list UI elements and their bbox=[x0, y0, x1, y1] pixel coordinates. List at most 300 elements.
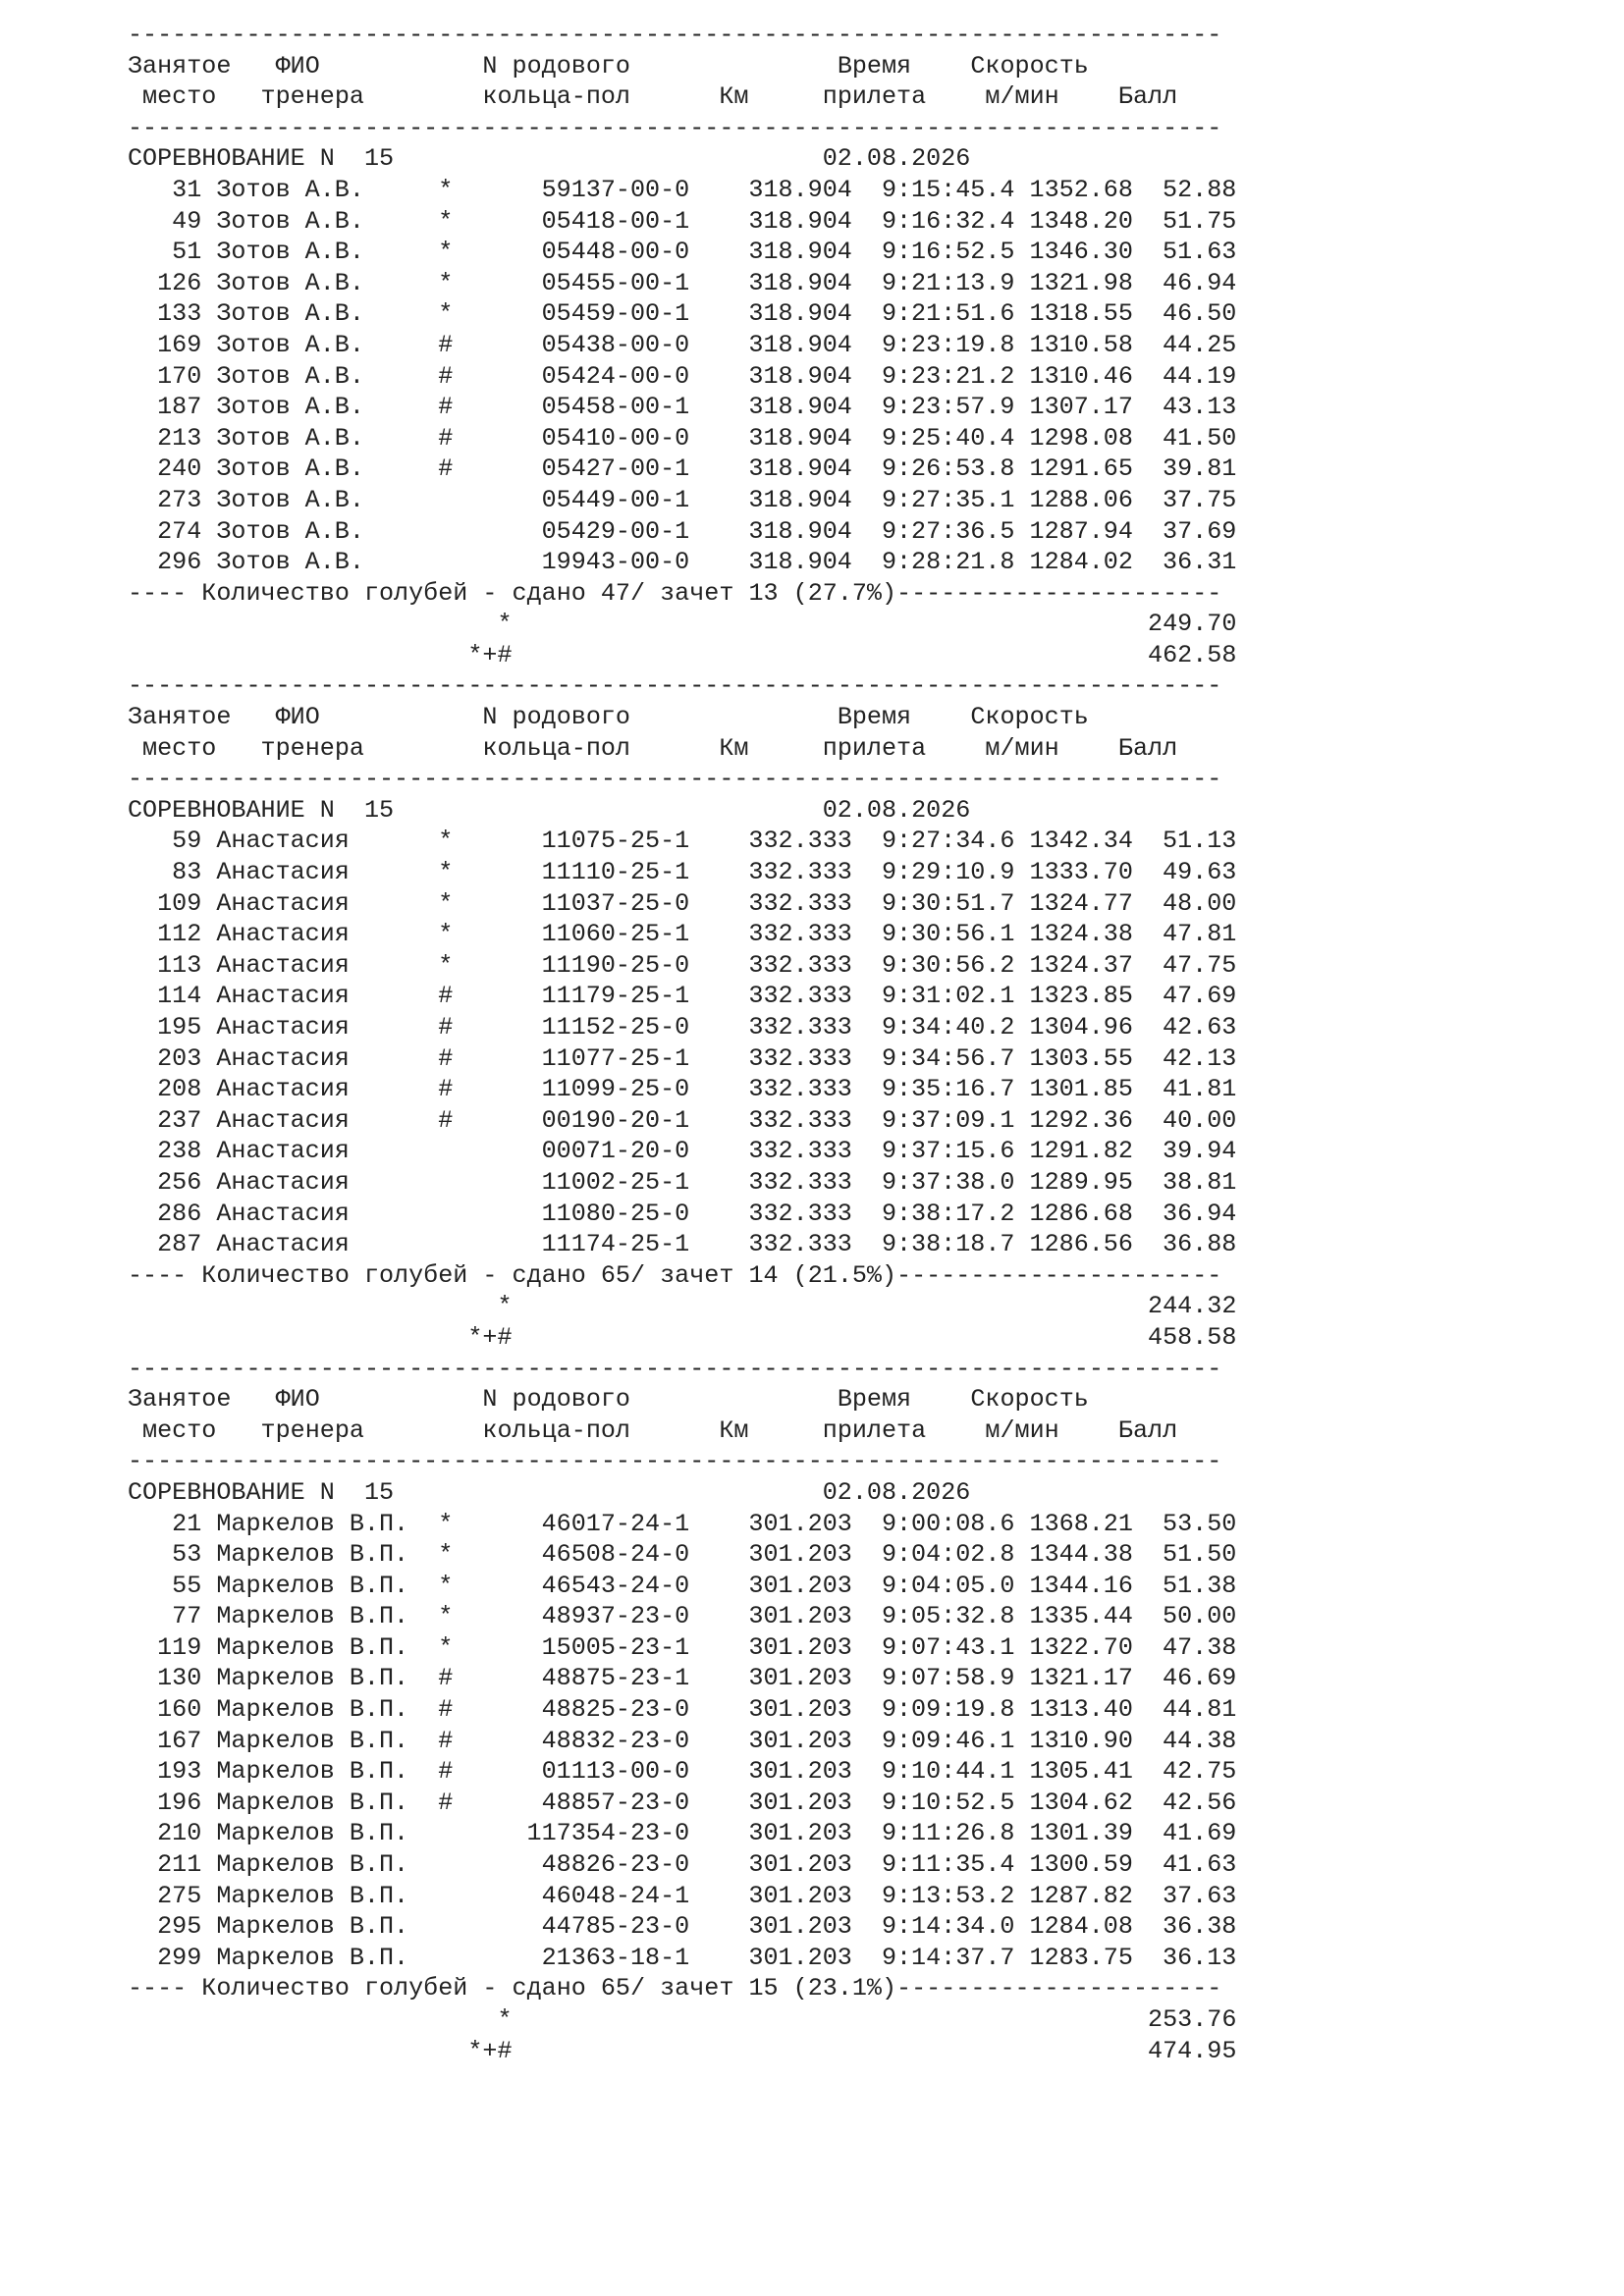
total-value: 474.95 bbox=[1148, 2036, 1237, 2065]
place-cell: 77 bbox=[172, 1602, 202, 1631]
ring-number-cell: 11077-25-1 bbox=[541, 1043, 690, 1073]
distance-km-cell: 301.203 bbox=[748, 1819, 852, 1848]
speed-cell: 1284.08 bbox=[1029, 1912, 1133, 1942]
score-cell: 38.81 bbox=[1163, 1167, 1237, 1197]
trainer-name-cell: Маркелов В.П. bbox=[216, 1632, 409, 1662]
place-cell: 296 bbox=[157, 548, 202, 577]
place-cell: 113 bbox=[157, 950, 202, 980]
summary-line bbox=[128, 1973, 1236, 2004]
trainer-name-cell: Анастасия bbox=[216, 1075, 350, 1104]
arrival-time-cell: 9:30:51.7 bbox=[881, 888, 1015, 918]
arrival-time-cell: 9:10:52.5 bbox=[881, 1788, 1015, 1817]
speed-cell: 1333.70 bbox=[1029, 858, 1133, 887]
mark-cell: # bbox=[438, 393, 454, 422]
table-row bbox=[128, 1105, 1236, 1137]
column-header-2: место тренера кольца-пол Км прилета м/мин Балл bbox=[128, 1415, 1178, 1445]
table-row bbox=[128, 392, 1236, 423]
place-cell: 240 bbox=[157, 454, 202, 484]
total-label: * bbox=[497, 610, 513, 639]
arrival-time-cell: 9:29:10.9 bbox=[881, 858, 1015, 887]
arrival-time-cell: 9:37:15.6 bbox=[881, 1137, 1015, 1166]
distance-km-cell: 301.203 bbox=[748, 1757, 852, 1787]
table-row bbox=[128, 1043, 1236, 1075]
score-cell: 36.94 bbox=[1163, 1199, 1237, 1228]
arrival-time-cell: 9:00:08.6 bbox=[881, 1509, 1015, 1538]
ring-number-cell: 46017-24-1 bbox=[541, 1509, 690, 1538]
score-cell: 50.00 bbox=[1163, 1602, 1237, 1631]
trainer-name-cell: Анастасия bbox=[216, 1230, 350, 1259]
distance-km-cell: 301.203 bbox=[748, 1632, 852, 1662]
table-row bbox=[128, 1632, 1236, 1664]
ring-number-cell: 11080-25-0 bbox=[541, 1199, 690, 1228]
speed-cell: 1322.70 bbox=[1029, 1632, 1133, 1662]
place-cell: 237 bbox=[157, 1105, 202, 1135]
trainer-name-cell: Анастасия bbox=[216, 1137, 350, 1166]
arrival-time-cell: 9:30:56.1 bbox=[881, 920, 1015, 949]
place-cell: 275 bbox=[157, 1881, 202, 1910]
speed-cell: 1310.58 bbox=[1029, 330, 1133, 359]
arrival-time-cell: 9:11:35.4 bbox=[881, 1850, 1015, 1880]
trainer-name-cell: Маркелов В.П. bbox=[216, 1850, 409, 1880]
speed-cell: 1313.40 bbox=[1029, 1695, 1133, 1725]
place-cell: 49 bbox=[172, 206, 202, 236]
speed-cell: 1324.38 bbox=[1029, 920, 1133, 949]
ring-number-cell: 05418-00-1 bbox=[541, 206, 690, 236]
table-row bbox=[128, 485, 1236, 516]
ring-number-cell: 05458-00-1 bbox=[541, 393, 690, 422]
speed-cell: 1323.85 bbox=[1029, 982, 1133, 1011]
score-cell: 37.75 bbox=[1163, 485, 1237, 514]
distance-km-cell: 318.904 bbox=[748, 299, 852, 329]
trainer-name-cell: Маркелов В.П. bbox=[216, 1695, 409, 1725]
divider-line bbox=[128, 113, 1236, 144]
mark-cell: * bbox=[438, 920, 454, 949]
speed-cell: 1305.41 bbox=[1029, 1757, 1133, 1787]
ring-number-cell: 46508-24-0 bbox=[541, 1540, 690, 1570]
total-value: 253.76 bbox=[1148, 2005, 1237, 2034]
column-header-line-2 bbox=[128, 81, 1236, 113]
mark-cell: * bbox=[438, 858, 454, 887]
ring-number-cell: 11179-25-1 bbox=[541, 982, 690, 1011]
mark-cell: # bbox=[438, 1075, 454, 1104]
ring-number-cell: 11110-25-1 bbox=[541, 858, 690, 887]
place-cell: 31 bbox=[172, 175, 202, 204]
speed-cell: 1342.34 bbox=[1029, 827, 1133, 856]
table-row bbox=[128, 423, 1236, 454]
distance-km-cell: 301.203 bbox=[748, 1912, 852, 1942]
score-cell: 41.81 bbox=[1163, 1075, 1237, 1104]
trainer-name-cell: Зотов А.В. bbox=[216, 238, 364, 267]
mark-cell: * bbox=[438, 1571, 454, 1600]
column-header-line-1 bbox=[128, 702, 1236, 733]
distance-km-cell: 318.904 bbox=[748, 393, 852, 422]
table-row bbox=[128, 237, 1236, 268]
score-cell: 36.88 bbox=[1163, 1230, 1237, 1259]
column-header-1: Занятое ФИО N родового Время Скорость bbox=[128, 51, 1089, 80]
arrival-time-cell: 9:38:17.2 bbox=[881, 1199, 1015, 1228]
table-row bbox=[128, 1539, 1236, 1571]
place-cell: 256 bbox=[157, 1167, 202, 1197]
distance-km-cell: 318.904 bbox=[748, 268, 852, 297]
competition-title: СОРЕВНОВАНИЕ N 15 bbox=[128, 795, 395, 825]
mark-cell: # bbox=[438, 454, 454, 484]
speed-cell: 1301.39 bbox=[1029, 1819, 1133, 1848]
distance-km-cell: 332.333 bbox=[748, 1199, 852, 1228]
total-value: 458.58 bbox=[1148, 1322, 1237, 1352]
trainer-name-cell: Маркелов В.П. bbox=[216, 1943, 409, 1972]
total-value: 244.32 bbox=[1148, 1292, 1237, 1321]
score-cell: 51.75 bbox=[1163, 206, 1237, 236]
score-cell: 36.31 bbox=[1163, 548, 1237, 577]
trainer-name-cell: Анастасия bbox=[216, 950, 350, 980]
arrival-time-cell: 9:27:36.5 bbox=[881, 516, 1015, 546]
table-row bbox=[128, 1012, 1236, 1043]
ring-number-cell: 11190-25-0 bbox=[541, 950, 690, 980]
distance-km-cell: 332.333 bbox=[748, 1230, 852, 1259]
mark-cell: # bbox=[438, 1043, 454, 1073]
arrival-time-cell: 9:05:32.8 bbox=[881, 1602, 1015, 1631]
distance-km-cell: 332.333 bbox=[748, 827, 852, 856]
table-row bbox=[128, 1788, 1236, 1819]
divider-line bbox=[128, 20, 1236, 51]
distance-km-cell: 332.333 bbox=[748, 888, 852, 918]
total-line bbox=[128, 1322, 1236, 1354]
place-cell: 109 bbox=[157, 888, 202, 918]
table-row bbox=[128, 1943, 1236, 1974]
mark-cell: * bbox=[438, 1602, 454, 1631]
trainer-name-cell: Анастасия bbox=[216, 1105, 350, 1135]
trainer-name-cell: Маркелов В.П. bbox=[216, 1788, 409, 1817]
speed-cell: 1324.37 bbox=[1029, 950, 1133, 980]
trainer-name-cell: Зотов А.В. bbox=[216, 423, 364, 453]
place-cell: 195 bbox=[157, 1013, 202, 1041]
place-cell: 286 bbox=[157, 1199, 202, 1228]
place-cell: 112 bbox=[157, 920, 202, 949]
trainer-name-cell: Зотов А.В. bbox=[216, 393, 364, 422]
speed-cell: 1298.08 bbox=[1029, 423, 1133, 453]
score-cell: 47.38 bbox=[1163, 1632, 1237, 1662]
ring-number-cell: 01113-00-0 bbox=[541, 1757, 690, 1787]
arrival-time-cell: 9:16:52.5 bbox=[881, 238, 1015, 267]
mark-cell: # bbox=[438, 1695, 454, 1725]
table-row bbox=[128, 516, 1236, 548]
score-cell: 44.81 bbox=[1163, 1695, 1237, 1725]
score-cell: 44.38 bbox=[1163, 1726, 1237, 1755]
distance-km-cell: 332.333 bbox=[748, 1043, 852, 1073]
score-cell: 47.81 bbox=[1163, 920, 1237, 949]
mark-cell: * bbox=[438, 827, 454, 856]
divider: -------------------------------------------------------------------------- bbox=[128, 671, 1222, 701]
table-row bbox=[128, 981, 1236, 1012]
place-cell: 160 bbox=[157, 1695, 202, 1725]
speed-cell: 1291.65 bbox=[1029, 454, 1133, 484]
divider-line bbox=[128, 764, 1236, 795]
arrival-time-cell: 9:13:53.2 bbox=[881, 1881, 1015, 1910]
speed-cell: 1287.82 bbox=[1029, 1881, 1133, 1910]
distance-km-cell: 301.203 bbox=[748, 1881, 852, 1910]
speed-cell: 1348.20 bbox=[1029, 206, 1133, 236]
mark-cell: * bbox=[438, 238, 454, 267]
ring-number-cell: 15005-23-1 bbox=[541, 1632, 690, 1662]
distance-km-cell: 301.203 bbox=[748, 1571, 852, 1600]
arrival-time-cell: 9:14:37.7 bbox=[881, 1943, 1015, 1972]
trainer-name-cell: Зотов А.В. bbox=[216, 206, 364, 236]
arrival-time-cell: 9:14:34.0 bbox=[881, 1912, 1015, 1942]
speed-cell: 1291.82 bbox=[1029, 1137, 1133, 1166]
score-cell: 41.63 bbox=[1163, 1850, 1237, 1880]
column-header-1: Занятое ФИО N родового Время Скорость bbox=[128, 1385, 1089, 1415]
total-label: *+# bbox=[467, 640, 513, 669]
arrival-time-cell: 9:38:18.7 bbox=[881, 1230, 1015, 1259]
place-cell: 126 bbox=[157, 268, 202, 297]
distance-km-cell: 301.203 bbox=[748, 1695, 852, 1725]
arrival-time-cell: 9:30:56.2 bbox=[881, 950, 1015, 980]
table-row bbox=[128, 361, 1236, 393]
table-row bbox=[128, 888, 1236, 920]
arrival-time-cell: 9:28:21.8 bbox=[881, 548, 1015, 577]
ring-number-cell: 11075-25-1 bbox=[541, 827, 690, 856]
competition-date: 02.08.2026 bbox=[822, 1477, 971, 1507]
speed-cell: 1307.17 bbox=[1029, 393, 1133, 422]
score-cell: 44.25 bbox=[1163, 330, 1237, 359]
competition-title-line bbox=[128, 1477, 1236, 1509]
trainer-name-cell: Маркелов В.П. bbox=[216, 1881, 409, 1910]
score-cell: 42.63 bbox=[1163, 1013, 1237, 1041]
place-cell: 53 bbox=[172, 1540, 202, 1570]
trainer-name-cell: Анастасия bbox=[216, 1167, 350, 1197]
distance-km-cell: 332.333 bbox=[748, 982, 852, 1011]
speed-cell: 1288.06 bbox=[1029, 485, 1133, 514]
column-header-line-1 bbox=[128, 1384, 1236, 1415]
speed-cell: 1287.94 bbox=[1029, 516, 1133, 546]
place-cell: 133 bbox=[157, 299, 202, 329]
ring-number-cell: 11002-25-1 bbox=[541, 1167, 690, 1197]
distance-km-cell: 332.333 bbox=[748, 950, 852, 980]
distance-km-cell: 318.904 bbox=[748, 454, 852, 484]
table-row bbox=[128, 1229, 1236, 1260]
ring-number-cell: 11152-25-0 bbox=[541, 1013, 690, 1041]
table-row bbox=[128, 268, 1236, 299]
score-cell: 41.50 bbox=[1163, 423, 1237, 453]
total-line bbox=[128, 609, 1236, 640]
distance-km-cell: 301.203 bbox=[748, 1540, 852, 1570]
place-cell: 167 bbox=[157, 1726, 202, 1755]
divider-line bbox=[128, 670, 1236, 702]
mark-cell: * bbox=[438, 206, 454, 236]
column-header-2: место тренера кольца-пол Км прилета м/мин Балл bbox=[128, 733, 1178, 763]
score-cell: 37.63 bbox=[1163, 1881, 1237, 1910]
competition-title-line bbox=[128, 795, 1236, 827]
mark-cell: # bbox=[438, 1105, 454, 1135]
table-row bbox=[128, 1756, 1236, 1788]
mark-cell: # bbox=[438, 1013, 454, 1041]
arrival-time-cell: 9:21:13.9 bbox=[881, 268, 1015, 297]
score-cell: 51.13 bbox=[1163, 827, 1237, 856]
column-header-1: Занятое ФИО N родового Время Скорость bbox=[128, 703, 1089, 732]
column-header-line-2 bbox=[128, 733, 1236, 765]
mark-cell: * bbox=[438, 268, 454, 297]
mark-cell: * bbox=[438, 1632, 454, 1662]
distance-km-cell: 332.333 bbox=[748, 1075, 852, 1104]
trainer-name-cell: Зотов А.В. bbox=[216, 330, 364, 359]
distance-km-cell: 318.904 bbox=[748, 330, 852, 359]
trainer-name-cell: Зотов А.В. bbox=[216, 516, 364, 546]
table-row bbox=[128, 1849, 1236, 1881]
place-cell: 213 bbox=[157, 423, 202, 453]
distance-km-cell: 318.904 bbox=[748, 516, 852, 546]
ring-number-cell: 48857-23-0 bbox=[541, 1788, 690, 1817]
place-cell: 211 bbox=[157, 1850, 202, 1880]
divider-line bbox=[128, 1446, 1236, 1477]
score-cell: 42.75 bbox=[1163, 1757, 1237, 1787]
arrival-time-cell: 9:10:44.1 bbox=[881, 1757, 1015, 1787]
trainer-name-cell: Маркелов В.П. bbox=[216, 1912, 409, 1942]
table-row bbox=[128, 547, 1236, 578]
ring-number-cell: 11060-25-1 bbox=[541, 920, 690, 949]
mark-cell: # bbox=[438, 1757, 454, 1787]
table-row bbox=[128, 826, 1236, 857]
trainer-name-cell: Зотов А.В. bbox=[216, 548, 364, 577]
arrival-time-cell: 9:23:57.9 bbox=[881, 393, 1015, 422]
column-header-2: место тренера кольца-пол Км прилета м/мин Балл bbox=[128, 82, 1178, 112]
trainer-name-cell: Маркелов В.П. bbox=[216, 1571, 409, 1600]
speed-cell: 1300.59 bbox=[1029, 1850, 1133, 1880]
place-cell: 299 bbox=[157, 1943, 202, 1972]
summary-line bbox=[128, 1260, 1236, 1292]
distance-km-cell: 318.904 bbox=[748, 175, 852, 204]
speed-cell: 1344.38 bbox=[1029, 1540, 1133, 1570]
ring-number-cell: 05448-00-0 bbox=[541, 238, 690, 267]
place-cell: 238 bbox=[157, 1137, 202, 1166]
table-row bbox=[128, 330, 1236, 361]
ring-number-cell: 00190-20-1 bbox=[541, 1105, 690, 1135]
distance-km-cell: 301.203 bbox=[748, 1850, 852, 1880]
table-row bbox=[128, 1509, 1236, 1540]
arrival-time-cell: 9:34:40.2 bbox=[881, 1013, 1015, 1041]
arrival-time-cell: 9:23:19.8 bbox=[881, 330, 1015, 359]
trainer-name-cell: Анастасия bbox=[216, 888, 350, 918]
place-cell: 210 bbox=[157, 1819, 202, 1848]
total-label: *+# bbox=[467, 2036, 513, 2065]
trainer-name-cell: Анастасия bbox=[216, 827, 350, 856]
ring-number-cell: 48832-23-0 bbox=[541, 1726, 690, 1755]
pigeon-count-summary: ---- Количество голубей - сдано 65/ зачет 15 (23.1%)---------------------- bbox=[128, 1974, 1222, 2003]
ring-number-cell: 05429-00-1 bbox=[541, 516, 690, 546]
distance-km-cell: 301.203 bbox=[748, 1664, 852, 1693]
mark-cell: * bbox=[438, 950, 454, 980]
summary-line bbox=[128, 578, 1236, 610]
trainer-name-cell: Анастасия bbox=[216, 858, 350, 887]
score-cell: 51.38 bbox=[1163, 1571, 1237, 1600]
distance-km-cell: 318.904 bbox=[748, 423, 852, 453]
table-row bbox=[128, 1167, 1236, 1199]
mark-cell: # bbox=[438, 423, 454, 453]
ring-number-cell: 11037-25-0 bbox=[541, 888, 690, 918]
place-cell: 170 bbox=[157, 361, 202, 391]
ring-number-cell: 48825-23-0 bbox=[541, 1695, 690, 1725]
trainer-name-cell: Маркелов В.П. bbox=[216, 1757, 409, 1787]
arrival-time-cell: 9:09:46.1 bbox=[881, 1726, 1015, 1755]
table-row bbox=[128, 1726, 1236, 1757]
ring-number-cell: 05427-00-1 bbox=[541, 454, 690, 484]
score-cell: 51.63 bbox=[1163, 238, 1237, 267]
mark-cell: # bbox=[438, 361, 454, 391]
arrival-time-cell: 9:26:53.8 bbox=[881, 454, 1015, 484]
score-cell: 49.63 bbox=[1163, 858, 1237, 887]
pigeon-count-summary: ---- Количество голубей - сдано 47/ зачет 13 (27.7%)---------------------- bbox=[128, 578, 1222, 608]
ring-number-cell: 46048-24-1 bbox=[541, 1881, 690, 1910]
trainer-name-cell: Анастасия bbox=[216, 982, 350, 1011]
distance-km-cell: 318.904 bbox=[748, 548, 852, 577]
table-row bbox=[128, 1663, 1236, 1694]
arrival-time-cell: 9:23:21.2 bbox=[881, 361, 1015, 391]
place-cell: 196 bbox=[157, 1788, 202, 1817]
distance-km-cell: 332.333 bbox=[748, 1013, 852, 1041]
arrival-time-cell: 9:37:09.1 bbox=[881, 1105, 1015, 1135]
divider: -------------------------------------------------------------------------- bbox=[128, 21, 1222, 49]
ring-number-cell: 48826-23-0 bbox=[541, 1850, 690, 1880]
speed-cell: 1283.75 bbox=[1029, 1943, 1133, 1972]
total-label: * bbox=[497, 1292, 513, 1321]
arrival-time-cell: 9:04:05.0 bbox=[881, 1571, 1015, 1600]
score-cell: 47.75 bbox=[1163, 950, 1237, 980]
trainer-name-cell: Зотов А.В. bbox=[216, 361, 364, 391]
speed-cell: 1352.68 bbox=[1029, 175, 1133, 204]
distance-km-cell: 318.904 bbox=[748, 238, 852, 267]
mark-cell: * bbox=[438, 299, 454, 329]
arrival-time-cell: 9:25:40.4 bbox=[881, 423, 1015, 453]
competition-title: СОРЕВНОВАНИЕ N 15 bbox=[128, 144, 395, 174]
score-cell: 47.69 bbox=[1163, 982, 1237, 1011]
score-cell: 39.81 bbox=[1163, 454, 1237, 484]
ring-number-cell: 117354-23-0 bbox=[526, 1819, 690, 1848]
mark-cell: # bbox=[438, 1664, 454, 1693]
speed-cell: 1289.95 bbox=[1029, 1167, 1133, 1197]
place-cell: 274 bbox=[157, 516, 202, 546]
competition-date: 02.08.2026 bbox=[822, 144, 971, 174]
table-row bbox=[128, 1199, 1236, 1230]
speed-cell: 1301.85 bbox=[1029, 1075, 1133, 1104]
arrival-time-cell: 9:35:16.7 bbox=[881, 1075, 1015, 1104]
table-row bbox=[128, 950, 1236, 982]
table-row bbox=[128, 1074, 1236, 1105]
divider-line bbox=[128, 1354, 1236, 1385]
distance-km-cell: 301.203 bbox=[748, 1602, 852, 1631]
place-cell: 114 bbox=[157, 982, 202, 1011]
trainer-name-cell: Маркелов В.П. bbox=[216, 1726, 409, 1755]
arrival-time-cell: 9:15:45.4 bbox=[881, 175, 1015, 204]
speed-cell: 1310.90 bbox=[1029, 1726, 1133, 1755]
trainer-name-cell: Анастасия bbox=[216, 920, 350, 949]
competition-date: 02.08.2026 bbox=[822, 795, 971, 825]
speed-cell: 1335.44 bbox=[1029, 1602, 1133, 1631]
table-row bbox=[128, 1694, 1236, 1726]
distance-km-cell: 301.203 bbox=[748, 1788, 852, 1817]
trainer-name-cell: Зотов А.В. bbox=[216, 268, 364, 297]
trainer-name-cell: Маркелов В.П. bbox=[216, 1664, 409, 1693]
score-cell: 41.69 bbox=[1163, 1819, 1237, 1848]
ring-number-cell: 05410-00-0 bbox=[541, 423, 690, 453]
place-cell: 119 bbox=[157, 1632, 202, 1662]
score-cell: 43.13 bbox=[1163, 393, 1237, 422]
speed-cell: 1321.98 bbox=[1029, 268, 1133, 297]
place-cell: 287 bbox=[157, 1230, 202, 1259]
mark-cell: * bbox=[438, 1509, 454, 1538]
mark-cell: * bbox=[438, 175, 454, 204]
place-cell: 169 bbox=[157, 330, 202, 359]
place-cell: 55 bbox=[172, 1571, 202, 1600]
mark-cell: # bbox=[438, 982, 454, 1011]
